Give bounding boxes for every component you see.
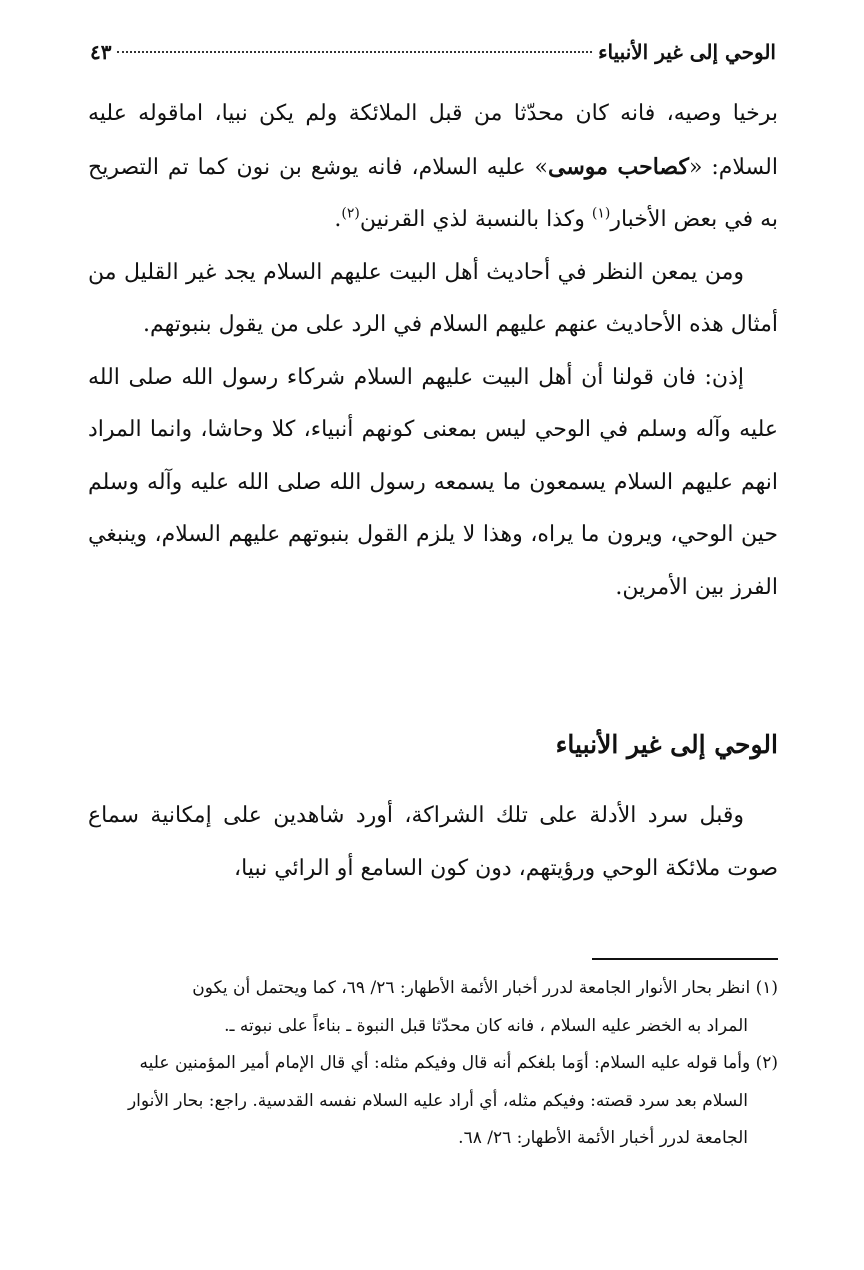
paragraph-2: ومن يمعن النظر في أحاديث أهل البيت عليهم السلام يجد غير القليل من أمثال هذه الأحاديث عنهم عليهم السلام في الرد على من يقول بنبوتهم. — [88, 259, 778, 337]
page-number: ٤٣ — [90, 40, 112, 64]
paragraph-1-part-c: وكذا بالنسبة لذي القرنين — [359, 207, 592, 232]
paragraph-1-part-b: » عليه السلام، فانه يوشع بن نون كما تم التصريح به في بعض الأخبار — [88, 154, 778, 232]
header-title: الوحي إلى غير الأنبياء — [598, 40, 776, 64]
header-dot-leader — [117, 51, 592, 53]
paragraph-3: إذن: فان قولنا أن أهل البيت عليهم السلام شركاء رسول الله صلى الله عليه وآله وسلم في الوحي ليس بمعنى كونهم أنبياء، كلا وحاشا، وانما المراد انهم عليهم السلام يسمعون ما يسمعه رسول الله صلى الله عليه وآله وسلم حين الوحي، ويرون ما يراه، وهذا لا يلزم القول بنبوتهم عليهم السلام، وينبغي الفرز بين الأمرين. — [88, 364, 778, 600]
footnote-marker-2[interactable]: (٢) — [341, 205, 360, 222]
quote-bold: كصاحب موسى — [548, 153, 689, 180]
paragraph-1-part-d: . — [334, 207, 342, 232]
running-header — [90, 40, 776, 70]
footnote-2-line-3: الجامعة لدرر أخبار الأئمة الأطهار: ٢٦/ ٦٨. — [458, 1128, 748, 1148]
footnote-2-line-2: السلام بعد سرد قصته: وفيكم مثله، أي أراد عليه السلام نفسه القدسية. راجع: بحار الأنوار — [127, 1090, 748, 1111]
footnote-marker-1[interactable]: (١) — [591, 205, 611, 222]
section-heading: الوحي إلى غير الأنبياء — [555, 730, 778, 759]
footnote-2-line-1: (٢) وأما قوله عليه السلام: أوَما بلغكم أنه قال وفيكم مثله: أي قال الإمام أمير المؤمنين عليه — [139, 1053, 778, 1073]
footnote-1-line-1: (١) انظر بحار الأنوار الجامعة لدرر أخبار الأئمة الأطهار: ٢٦/ ٦٩، كما ويحتمل أن يكون — [192, 978, 778, 998]
body-text — [88, 88, 778, 614]
section-text — [88, 790, 778, 895]
paragraph-1 — [88, 88, 778, 247]
footnotes — [88, 970, 778, 1158]
paragraph-1-part-a: برخيا وصيه، فانه كان محدّثا من قبل الملائكة ولم يكن نبيا، اماقوله عليه السلام: « — [88, 101, 778, 180]
footnote-1-line-2: المراد به الخضر عليه السلام ، فانه كان محدّثا قبل النبوة ـ بناءاً على نبوته ـ. — [224, 1015, 748, 1036]
section-paragraph-1: وقبل سرد الأدلة على تلك الشراكة، أورد شاهدين على إمكانية سماع صوت ملائكة الوحي ورؤيتهم، دون كون السامع أو الرائي نبيا، — [88, 803, 778, 881]
footnote-divider — [592, 958, 778, 960]
